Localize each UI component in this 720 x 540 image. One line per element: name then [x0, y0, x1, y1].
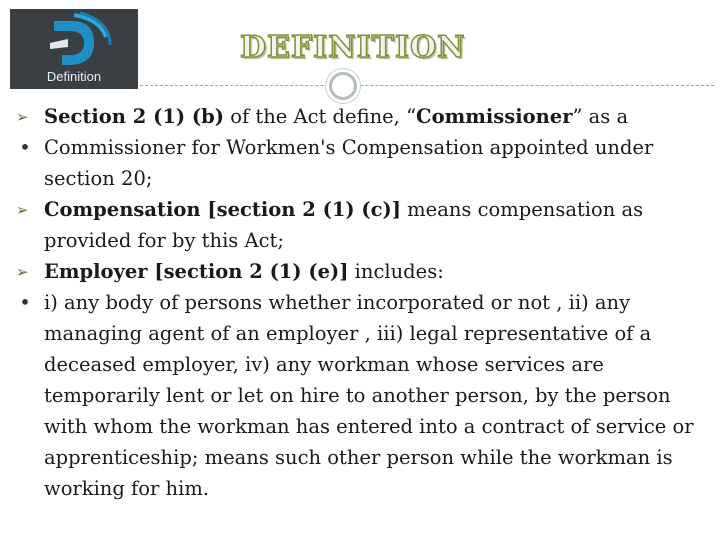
bold-term: Employer [section 2 (1) (e)]: [44, 260, 349, 283]
arrow-bullet-icon: ➢: [16, 263, 29, 281]
body-text: means compensation as provided for by this Act;: [44, 198, 644, 252]
page-title: DEFINITION: [240, 30, 466, 65]
bold-term: Compensation [section 2 (1) (c)]: [44, 198, 401, 221]
body-text: i) any body of persons whether incorporated or not , ii) any managing agent of an employer , iii) legal representative of a deceased employer, iv) any workman whose services are temporarily lent or let on hire to another person, by the person with whom the workman has entered into a contract of service or apprenticeship; means such other person while the workman is working for him.: [44, 291, 694, 500]
body-text: includes:: [348, 260, 444, 283]
definition-list: [18, 101, 712, 504]
list-item: [18, 287, 712, 504]
header-divider: [140, 85, 714, 86]
body-text: Commissioner for Workmen's Compensation appointed under section 20;: [44, 136, 654, 190]
list-item-text: [44, 101, 712, 132]
ring-ornament-icon: [329, 72, 357, 100]
list-item: [18, 101, 712, 132]
definition-logo: [10, 9, 138, 89]
dot-bullet-icon: •: [19, 291, 31, 314]
arrow-bullet-icon: ➢: [16, 201, 29, 219]
list-item: [18, 194, 712, 256]
body-text: ” as a: [572, 105, 629, 128]
list-item: [18, 132, 712, 194]
list-item: [18, 256, 712, 287]
list-item-text: [44, 194, 712, 256]
list-item-text: [44, 256, 712, 287]
arrow-bullet-icon: ➢: [16, 108, 29, 126]
body-text: of the Act define, “: [224, 105, 417, 128]
list-item-text: [44, 132, 712, 194]
bold-term: Commissioner: [416, 105, 573, 128]
bold-term: Section 2 (1) (b): [44, 105, 225, 128]
dot-bullet-icon: •: [19, 136, 31, 159]
logo-text: Definition: [46, 69, 102, 84]
list-item-text: [44, 287, 712, 504]
